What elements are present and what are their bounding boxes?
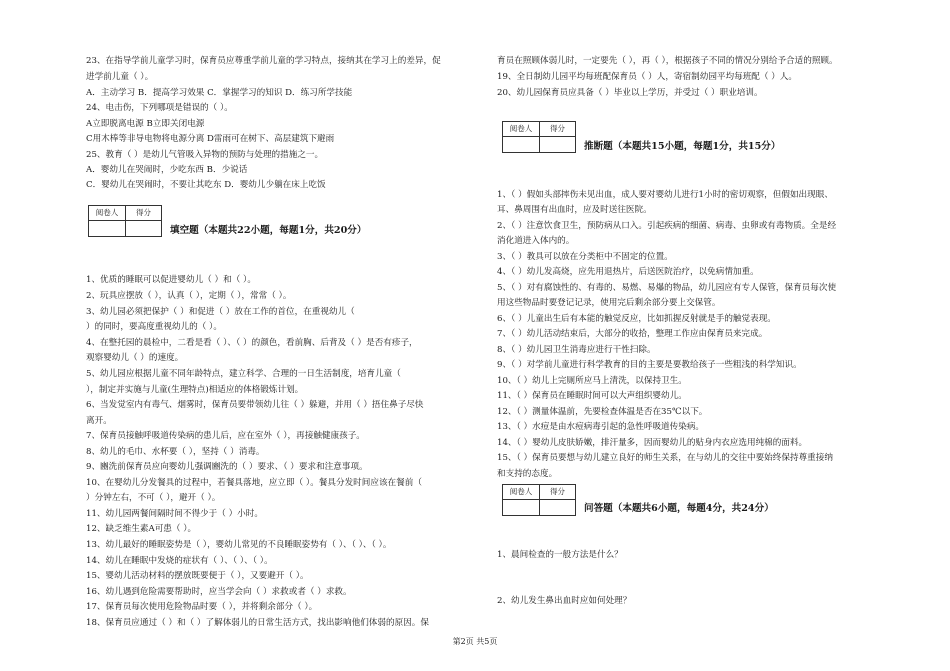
judge-item: 13、（ ）水痘是由水痘病毒引起的急性呼吸道传染病。 — [497, 422, 705, 432]
fill-item: 18、保育员应通过（ ）和（ ）了解体弱儿的日常生活方式，找出影响他们体弱的原因。保 — [86, 618, 429, 628]
fill-item: 5、幼儿园应根据儿童不同年龄特点，建立科学、合理的一日生活制度，培育儿童（ — [86, 369, 401, 379]
judge-item: 消化道进入体内的。 — [497, 236, 575, 246]
fill-item: 14、幼儿在睡眠中发烧的症状有（ ）、（ ）、（ ）。 — [86, 556, 273, 566]
judge-item: 10、（ ）幼儿上完厕所应马上清洗，以保持卫生。 — [497, 376, 687, 386]
qa-item: 2、幼儿发生鼻出血时应如何处理？ — [497, 596, 632, 606]
fill-item: 2、玩具应摆放（ ），认真（ ），定期（ ），常常（ ）。 — [86, 291, 292, 301]
score-box-qa — [502, 484, 576, 516]
judge-item: 12、（ ）测量体温前，先要检查体温是否在35℃以下。 — [497, 407, 708, 417]
fill-item: 10、在婴幼儿分发餐具的过程中，若餐具落地，应立即（ ）。餐具分发时间应该在餐前（ — [86, 478, 422, 488]
section-title-judge: 推断题（本题共15小题，每题1分，共15分） — [584, 141, 781, 152]
fill-item: 9、豳洗前保育员应向婴幼儿强调豳洗的（ ）要求、（ ）要求和注意事项。 — [86, 462, 368, 472]
left-top-line: C．婴幼儿在哭闹时，不要让其吃东 D．婴幼儿少躺在床上吃饭 — [86, 180, 326, 190]
fill-item: ）分钟左右，不可（ ），避开（ ）。 — [86, 493, 221, 503]
fill-item: ），制定并实施与儿童(生理特点)相适应的体格锻炼计划。 — [86, 385, 304, 395]
left-top-line: A立即脱离电源 B立即关闭电源 — [86, 119, 205, 129]
fill-item: 15、婴幼儿活动材料的摆放既要便于（ ），又要避开（ ）。 — [86, 571, 309, 581]
judge-item: 2、（ ）注意饮食卫生，预防病从口入。引起疾病的细菌、病毒、虫卵或有毒物质。全是经 — [497, 221, 837, 231]
score-box-fill — [88, 205, 162, 237]
judge-item: 14、（ ）婴幼儿皮肤娇嫩，排汗量多，因而婴幼儿的贴身内衣应选用纯棉的面料。 — [497, 438, 808, 448]
reviewer-label: 阅卷人 — [89, 206, 126, 220]
fill-item: 11、幼儿园两餐间隔时间不得少于（ ）小时。 — [86, 509, 263, 519]
judge-item: 11、（ ）保育员在睡眠时间可以大声组织婴幼儿。 — [497, 391, 687, 401]
judge-item: 8、（ ）幼儿园卫生消毒应进行干性扫除。 — [497, 345, 656, 355]
left-top-line: 进学前儿童（ ）。 — [86, 72, 154, 82]
fill-item: 17、保育员每次使用危险物品时要（ ），并将剩余部分（ ）。 — [86, 602, 318, 612]
left-top-line: A．婴幼儿在哭闹时，少吃东西 B．少说话 — [86, 165, 248, 175]
right-top-line: 育员在照顾体弱儿时，一定要先（ ），再（ ），根据孩子不同的情况分别给予合适的照顾。 — [497, 56, 838, 66]
fill-item: 1、优质的睡眠可以促进婴幼儿（ ）和（ ）。 — [86, 275, 256, 285]
score-box-judge — [502, 121, 576, 153]
fill-item: 7、保育员接触呼吸道传染病的患儿后，应在室外（ ），再接触健康孩子。 — [86, 431, 365, 441]
fill-item: 3、幼儿园必须把保护（ ）和促进（ ）放在工作的首位，在重视幼儿（ — [86, 307, 355, 317]
judge-item: 9、（ ）对学前儿童进行科学教育的目的主要是要教给孩子一些粗浅的科学知识。 — [497, 360, 802, 370]
left-top-line: 24、电击伤，下列哪项是错误的（ ）。 — [86, 103, 233, 113]
qa-item: 1、晨间检查的一般方法是什么？ — [497, 550, 623, 560]
page-footer: 第2页 共5页 — [452, 637, 498, 646]
judge-item: 15、（ ）保育员要想与幼儿建立良好的师生关系，在与幼儿的交往中要始终保持尊重接纳 — [497, 453, 833, 463]
left-top-line: C用木棒等非导电物将电源分离 D雷雨可在树下、高层建筑下避雨 — [86, 134, 335, 144]
score-label: 得分 — [550, 487, 565, 496]
fill-item: 4、在整托园的晨检中，二看是看（ ）、（ ）的颜色，看前胸、后背及（ ）是否有疹子， — [86, 338, 418, 348]
reviewer-label: 阅卷人 — [503, 485, 540, 499]
fill-item: 13、幼儿最好的睡眠姿势是（ ），婴幼儿常见的不良睡眠姿势有（ ）、（ ）、（ ）。 — [86, 540, 392, 550]
fill-item: 离开。 — [86, 416, 112, 426]
judge-item: 7、（ ）幼儿活动结束后，大部分的收拾，整理工作应由保育员来完成。 — [497, 329, 768, 339]
left-top-line: 25、教育（ ）是幼儿气管吸入异物的预防与处理的措施之一。 — [86, 150, 324, 160]
fill-item: ）的同时，要高度重视幼儿的（ ）。 — [86, 322, 222, 332]
left-top-line: 23、在指导学前儿童学习时，保育员应尊重学前儿童的学习特点，接纳其在学习上的差异，促 — [86, 56, 441, 66]
fill-item: 观察婴幼儿（ ）的速度。 — [86, 353, 184, 363]
judge-item: 3、（ ）教具可以放在分类柜中不固定的位置。 — [497, 252, 673, 262]
section-title-fill: 填空题（本题共22小题，每题1分，共20分） — [170, 225, 367, 236]
judge-item: 和支持的态度。 — [497, 469, 558, 479]
judge-item: 1、（ ）假如头部摔伤未见出血，成人要对婴幼儿进行1小时的密切观察，但假如出现眼、 — [497, 190, 833, 200]
judge-item: 用这些物品时要登记记录，使用完后剩余部分要上交保管。 — [497, 298, 721, 308]
left-top-line: A．主动学习 B．提高学习效果 C．掌握学习的知识 D．练习所学技能 — [86, 88, 353, 98]
score-label: 得分 — [550, 124, 565, 133]
score-label: 得分 — [136, 208, 151, 217]
fill-item: 12、缺乏维生素A可患（ ）。 — [86, 524, 197, 534]
fill-item: 8、幼儿的毛巾、水杯要（ ），坚持（ ）消毒。 — [86, 447, 265, 457]
judge-item: 5、（ ）对有腐蚀性的、有毒的、易燃、易爆的物品，幼儿园应有专人保管，保育员每次使 — [497, 283, 837, 293]
right-top-line: 20、幼儿园保育员应具备（ ）毕业以上学历，并受过（ ）职业培训。 — [497, 88, 763, 98]
judge-item: 6、（ ）儿童出生后有本能的触觉反应，比如抓握反射就是手的触觉表现。 — [497, 314, 776, 324]
fill-item: 16、幼儿遇到危险需要帮助时，应当学会向（ ）求救或者（ ）求救。 — [86, 587, 352, 597]
right-top-line: 19、全日制幼儿园平均每班配保育员（ ）人，寄宿制幼园平均每班配（ ）人。 — [497, 72, 797, 82]
judge-item: 4、（ ）幼儿发高烧，应先用退热片，后送医院治疗，以免病情加重。 — [497, 267, 759, 277]
reviewer-label: 阅卷人 — [503, 122, 540, 136]
judge-item: 耳、鼻周围有出血时，应及时送往医院。 — [497, 205, 652, 215]
section-title-qa: 问答题（本题共6小题，每题4分，共24分） — [584, 503, 774, 514]
fill-item: 6、当发觉室内有毒气、烟雾时，保育员要带领幼儿往（ ）躲避，并用（ ）捂住鼻子尽快 — [86, 400, 424, 410]
